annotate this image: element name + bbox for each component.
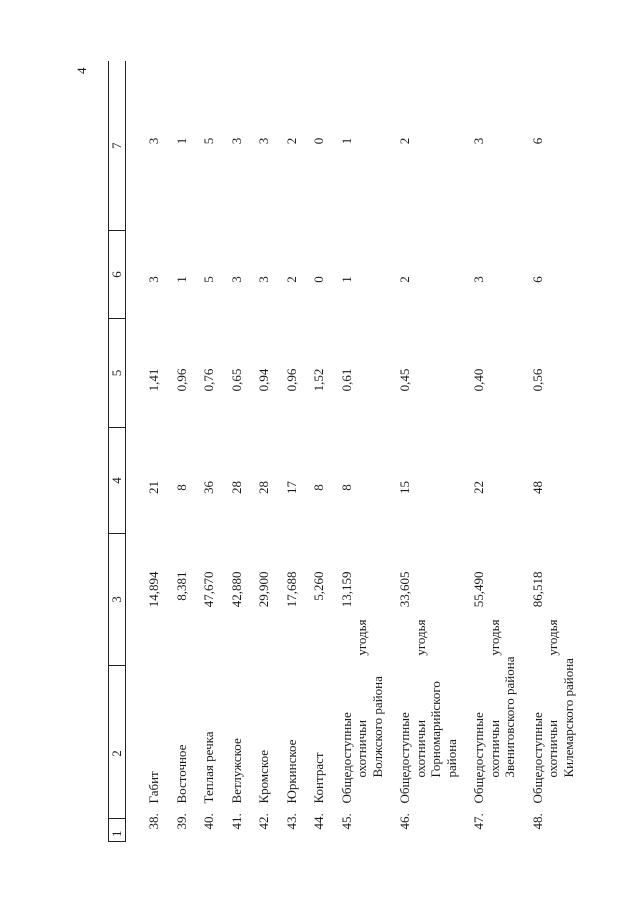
cell-col-6: 3 (471, 276, 486, 283)
cell-col-6: 6 (529, 276, 545, 283)
cell-col-6: 1 (338, 276, 354, 283)
row-name (229, 738, 245, 803)
row-name-line: охотничьи угодья (412, 619, 428, 778)
cell-col-7: 0 (311, 137, 326, 145)
cell-col-7: 1 (173, 137, 189, 145)
cell-col-7: 2 (283, 137, 299, 145)
cell-col-4: 15 (397, 481, 412, 494)
cell-col-5: 0,45 (397, 368, 412, 392)
cell-col-7: 3 (146, 137, 161, 145)
cell-col-5: 0,96 (173, 368, 189, 392)
row-name-line: Теплая речка (201, 731, 216, 804)
row-name (339, 620, 386, 804)
table-body (126, 62, 577, 842)
cell-col-6: 1 (173, 276, 189, 283)
cell-col-7: 3 (256, 137, 271, 145)
row-name-line: Общедоступные (529, 712, 545, 804)
cell-col-5: 1,52 (311, 368, 326, 392)
cell-col-3: 5,260 (311, 571, 326, 601)
cell-col-6: 2 (283, 276, 299, 283)
cell-col-4: 8 (311, 484, 326, 491)
cell-col-4: 22 (471, 481, 486, 494)
cell-col-4: 28 (228, 481, 244, 494)
row-name (146, 771, 162, 803)
cell-name (244, 666, 272, 842)
header-cell-5: 5 (109, 319, 126, 428)
cell-col-5: 0,56 (529, 368, 545, 392)
cell-col-5: 0,76 (201, 368, 216, 392)
row-number: 40. (201, 813, 216, 830)
header-label-2: 2 (109, 750, 125, 757)
table-row (299, 62, 327, 842)
cell-name (385, 619, 459, 842)
cell-col-3: 29,900 (256, 571, 271, 608)
row-name-line: Общедоступные (397, 712, 412, 804)
cell-col-7: 1 (338, 137, 354, 145)
cell-col-6: 0 (311, 276, 326, 283)
header-divider (109, 818, 125, 819)
row-name-line: Общедоступные (338, 712, 354, 804)
cell-col-5: 0,40 (471, 368, 486, 392)
cell-col-6: 3 (256, 276, 271, 283)
cell-name (272, 666, 300, 842)
data-table (108, 62, 576, 843)
row-number: 46. (397, 813, 412, 830)
row-name (284, 740, 300, 804)
table-row (189, 62, 217, 842)
header-cell-7: 7 (109, 62, 126, 231)
cell-col-3: 86,518 (529, 571, 545, 608)
cell-col-3: 13,159 (338, 571, 354, 608)
cell-name (299, 666, 327, 842)
table-row (272, 62, 300, 842)
cell-col-5: 0,96 (283, 368, 299, 392)
row-name-line: Горномарийского (428, 681, 443, 778)
cell-col-3: 47,670 (201, 571, 216, 608)
row-number: 47. (471, 813, 486, 830)
cell-col-7: 2 (397, 137, 412, 145)
header-label-1: 1 (109, 830, 124, 837)
row-number: 45. (338, 813, 354, 830)
header-cell-3: 3 (109, 534, 126, 666)
cell-name (459, 619, 518, 842)
cell-col-3: 14,894 (146, 571, 161, 608)
cell-col-4: 21 (146, 481, 161, 494)
cell-col-4: 8 (173, 484, 189, 491)
cell-col-7: 3 (228, 137, 244, 145)
table-row (126, 62, 162, 842)
cell-col-7: 3 (471, 137, 486, 145)
row-number: 43. (283, 813, 299, 830)
row-name (174, 745, 190, 804)
cell-col-7: 6 (529, 137, 545, 145)
row-number: 42. (256, 813, 271, 830)
row-name-line: Ветлужское (228, 738, 244, 804)
page-number: 4 (74, 67, 89, 74)
header-cell-4: 4 (109, 428, 126, 534)
cell-col-5: 0,61 (338, 368, 354, 392)
cell-col-4: 48 (529, 481, 545, 494)
cell-col-3: 55,490 (471, 571, 486, 608)
cell-col-3: 33,605 (397, 571, 412, 608)
header-cell-6: 6 (109, 231, 126, 319)
cell-name (162, 666, 190, 842)
table-row (518, 62, 577, 842)
row-name-line: Контраст (311, 752, 326, 804)
table-row (244, 62, 272, 842)
row-name-line: охотничьи угодья (545, 619, 560, 778)
cell-col-4: 8 (338, 484, 354, 491)
row-name-line: Звениговского района (502, 656, 517, 778)
cell-col-5: 0,65 (228, 368, 244, 392)
cell-name (518, 619, 577, 842)
row-name-line: Юркинское (283, 739, 299, 804)
cell-name (189, 666, 217, 842)
table-row (217, 62, 245, 842)
cell-name (126, 666, 162, 842)
cell-col-4: 36 (201, 481, 216, 494)
cell-col-3: 17,688 (283, 571, 299, 608)
row-name-line: Килемарского района (560, 658, 576, 778)
table-row (327, 62, 386, 842)
row-name (201, 731, 217, 803)
cell-col-6: 2 (397, 276, 412, 283)
table-row (459, 62, 518, 842)
header-row (109, 62, 126, 842)
row-name (311, 752, 327, 803)
row-number: 39. (173, 813, 189, 830)
table-row (385, 62, 459, 842)
cell-col-6: 3 (228, 276, 244, 283)
row-name (530, 620, 577, 804)
cell-name (327, 619, 386, 842)
cell-col-3: 8,381 (173, 571, 189, 601)
row-name (256, 750, 272, 804)
row-number: 38. (146, 813, 161, 830)
cell-col-5: 1,41 (146, 368, 161, 392)
row-name-line: охотничьи угодья (354, 619, 369, 778)
row-name-line: Кромское (256, 749, 271, 804)
row-number: 44. (311, 813, 326, 830)
row-name (471, 620, 518, 804)
row-name (397, 620, 459, 804)
row-name-line: Волжского района (369, 676, 385, 778)
cell-name (217, 666, 245, 842)
row-name-line: Восточное (173, 744, 189, 804)
cell-col-4: 17 (283, 481, 299, 494)
row-name-line: охотничьи угодья (486, 619, 502, 778)
row-name-line: района (443, 739, 459, 778)
row-number: 41. (228, 813, 244, 830)
cell-col-6: 5 (201, 276, 216, 283)
row-number: 48. (529, 813, 545, 830)
cell-col-4: 28 (256, 481, 271, 494)
cell-col-6: 3 (146, 276, 161, 283)
row-name-line: Общедоступные (471, 712, 486, 804)
row-name-line: Габит (146, 771, 161, 804)
cell-col-5: 0,94 (256, 368, 271, 392)
cell-col-7: 5 (201, 137, 216, 145)
header-cell-1-2 (109, 666, 126, 842)
rotated-page-content (108, 62, 578, 842)
table-row (162, 62, 190, 842)
cell-col-3: 42,880 (228, 571, 244, 608)
